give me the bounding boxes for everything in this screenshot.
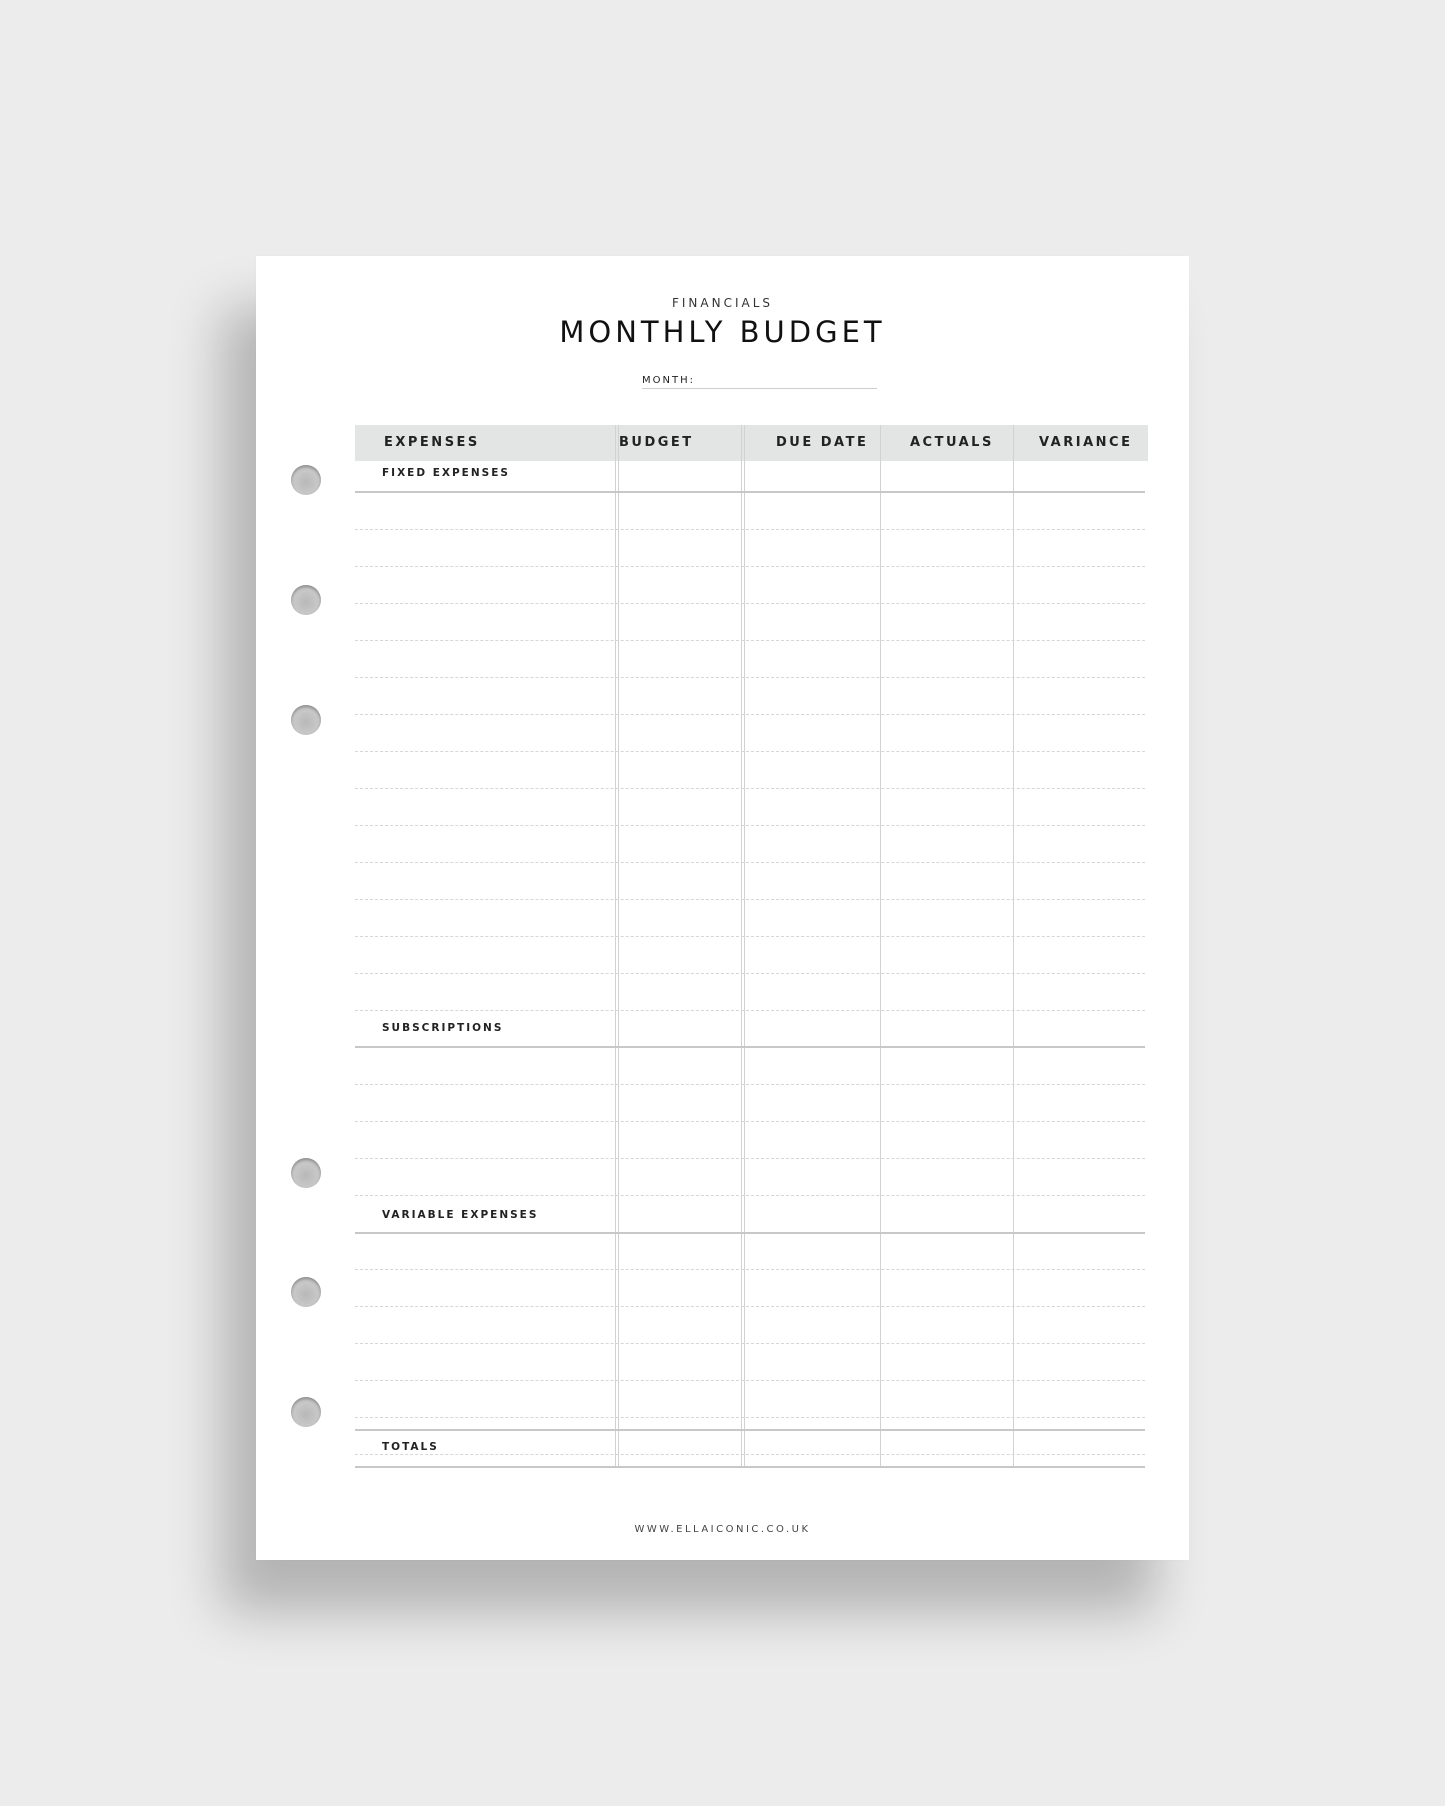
table-row[interactable]: [355, 1010, 1145, 1011]
table-row[interactable]: [355, 640, 1145, 641]
month-label: MONTH:: [642, 375, 695, 386]
table-row[interactable]: [355, 751, 1145, 752]
section-rule: [355, 1232, 1145, 1234]
table-row[interactable]: [355, 1306, 1145, 1307]
planner-page: [256, 256, 1189, 1560]
table-header: [355, 425, 1148, 461]
section-rule: [355, 1046, 1145, 1048]
table-row[interactable]: [355, 1454, 1145, 1455]
page-kicker: FINANCIALS: [671, 296, 774, 310]
table-row[interactable]: [355, 1121, 1145, 1122]
table-row[interactable]: [355, 788, 1145, 789]
column-divider: [1013, 425, 1014, 1468]
section-label-fixed-expenses: FIXED EXPENSES: [382, 467, 510, 479]
column-divider: [744, 425, 745, 1468]
footer-url: WWW.ELLAICONIC.CO.UK: [634, 1524, 811, 1535]
column-divider: [618, 425, 619, 1468]
table-row[interactable]: [355, 936, 1145, 937]
table-row[interactable]: [355, 603, 1145, 604]
punch-hole: [291, 1158, 321, 1188]
totals-rule-bottom: [355, 1466, 1145, 1468]
column-header-expenses: EXPENSES: [384, 435, 480, 450]
table-row[interactable]: [355, 1269, 1145, 1270]
section-label-subscriptions: SUBSCRIPTIONS: [382, 1022, 504, 1034]
table-row[interactable]: [355, 677, 1145, 678]
punch-hole: [291, 585, 321, 615]
table-row[interactable]: [355, 566, 1145, 567]
punch-hole: [291, 465, 321, 495]
table-row[interactable]: [355, 899, 1145, 900]
table-row[interactable]: [355, 1084, 1145, 1085]
table-row[interactable]: [355, 1417, 1145, 1418]
punch-hole: [291, 1277, 321, 1307]
column-header-budget: BUDGET: [619, 435, 694, 450]
column-header-variance: VARIANCE: [1039, 435, 1133, 450]
totals-label: TOTALS: [382, 1441, 439, 1453]
table-row[interactable]: [355, 862, 1145, 863]
punch-hole: [291, 705, 321, 735]
column-divider: [741, 425, 742, 1468]
column-divider: [880, 425, 881, 1468]
section-label-variable-expenses: VARIABLE EXPENSES: [382, 1209, 539, 1221]
table-row[interactable]: [355, 1380, 1145, 1381]
table-row[interactable]: [355, 1343, 1145, 1344]
column-divider: [615, 425, 616, 1468]
punch-hole: [291, 1397, 321, 1427]
budget-table: [355, 425, 1148, 1469]
column-header-actuals: ACTUALS: [910, 435, 994, 450]
column-header-due-date: DUE DATE: [776, 435, 869, 450]
table-row[interactable]: [355, 1158, 1145, 1159]
table-row[interactable]: [355, 973, 1145, 974]
section-rule: [355, 491, 1145, 493]
page-title: MONTHLY BUDGET: [559, 315, 886, 349]
table-row[interactable]: [355, 714, 1145, 715]
table-row[interactable]: [355, 529, 1145, 530]
table-row[interactable]: [355, 825, 1145, 826]
month-field[interactable]: [642, 368, 877, 389]
totals-rule-top: [355, 1429, 1145, 1431]
table-row[interactable]: [355, 1195, 1145, 1196]
